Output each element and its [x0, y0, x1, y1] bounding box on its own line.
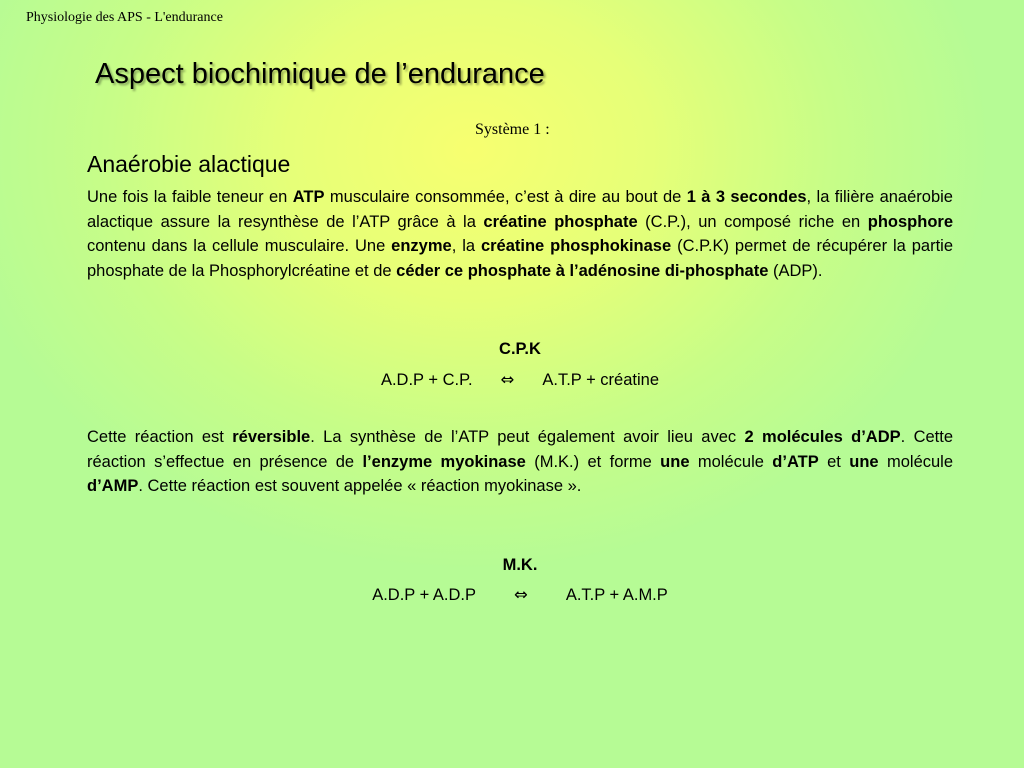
- para2-text-run: Cette réaction est: [87, 428, 233, 446]
- para1-text-run: créatine phosphokinase: [480, 237, 672, 255]
- para2-text-run: d’AMP: [87, 477, 139, 495]
- para2-text-run: . La synthèse de l’ATP peut également avoir lieu avec: [310, 428, 745, 446]
- paragraph-anaerobie: [87, 185, 953, 283]
- para1-text-run: phosphore: [867, 212, 953, 231]
- para1-text-run: 1 à 3 secondes: [686, 188, 807, 206]
- para2-text-run: d’ATP: [772, 452, 819, 471]
- para1-text-run: ATP: [292, 188, 325, 206]
- reaction2-enzyme: M.K.: [502, 556, 538, 574]
- para1-text-run: , la filière anaérobie alactique assure la resynthèse de l’ATP grâce à la: [87, 188, 953, 231]
- para1-text-run: , la: [451, 237, 481, 255]
- reaction2-right: A.T.P + A.M.P: [565, 586, 668, 604]
- para1-text-run: céder ce phosphate à l’adénosine di-phosphate: [396, 261, 769, 280]
- para2-text-run: molécule: [878, 452, 954, 471]
- section-heading: Anaérobie alactique: [87, 151, 291, 177]
- para2-text-run: une: [849, 452, 879, 471]
- reaction2-left: A.D.P + A.D.P: [372, 586, 476, 604]
- para1-text-run: (C.P.), un composé riche en: [637, 212, 868, 231]
- slide-header: Physiologie des APS - L'endurance: [26, 10, 223, 25]
- reversible-arrow-icon: ⇔: [514, 585, 528, 604]
- para1-text-run: Une fois la faible teneur en: [87, 188, 293, 206]
- para2-text-run: l’enzyme myokinase: [362, 452, 526, 471]
- para2-text-run: (M.K.) et forme: [525, 452, 661, 471]
- para1-text-run: (C.P.K) permet de récupérer la partie phosphate de la Phosphorylcréatine et de: [87, 237, 953, 280]
- reaction2-equation: [87, 585, 953, 605]
- para1-text-run: créatine phosphate: [483, 212, 638, 231]
- reaction1-right: A.T.P + créatine: [542, 371, 660, 389]
- para2-text-run: 2 molécules d’ADP: [744, 428, 901, 446]
- para1-text-run: musculaire consommée, c’est à dire au bout de: [324, 188, 687, 206]
- slide-title: Aspect biochimique de l’endurance: [95, 58, 545, 90]
- para2-text-run: et: [818, 452, 850, 471]
- reversible-arrow-icon: ⇔: [500, 370, 515, 389]
- para1-text-run: (ADP).: [768, 261, 823, 280]
- para2-text-run: . Cette réaction est souvent appelée « réaction myokinase ».: [138, 477, 582, 495]
- paragraph-myokinase: [87, 425, 953, 499]
- para1-text-run: contenu dans la cellule musculaire. Une: [87, 237, 392, 255]
- para2-text-run: une: [660, 452, 690, 471]
- system-label: Système 1 :: [475, 121, 550, 138]
- para2-text-run: molécule: [689, 452, 773, 471]
- reaction1-enzyme: C.P.K: [499, 340, 541, 358]
- reaction1-equation: [87, 370, 953, 390]
- para2-text-run: réversible: [232, 428, 311, 446]
- para2-text-run: . Cette réaction s’effectue en présence de: [87, 428, 954, 471]
- reaction1-left: A.D.P + C.P.: [380, 371, 473, 389]
- para1-text-run: enzyme: [391, 237, 452, 255]
